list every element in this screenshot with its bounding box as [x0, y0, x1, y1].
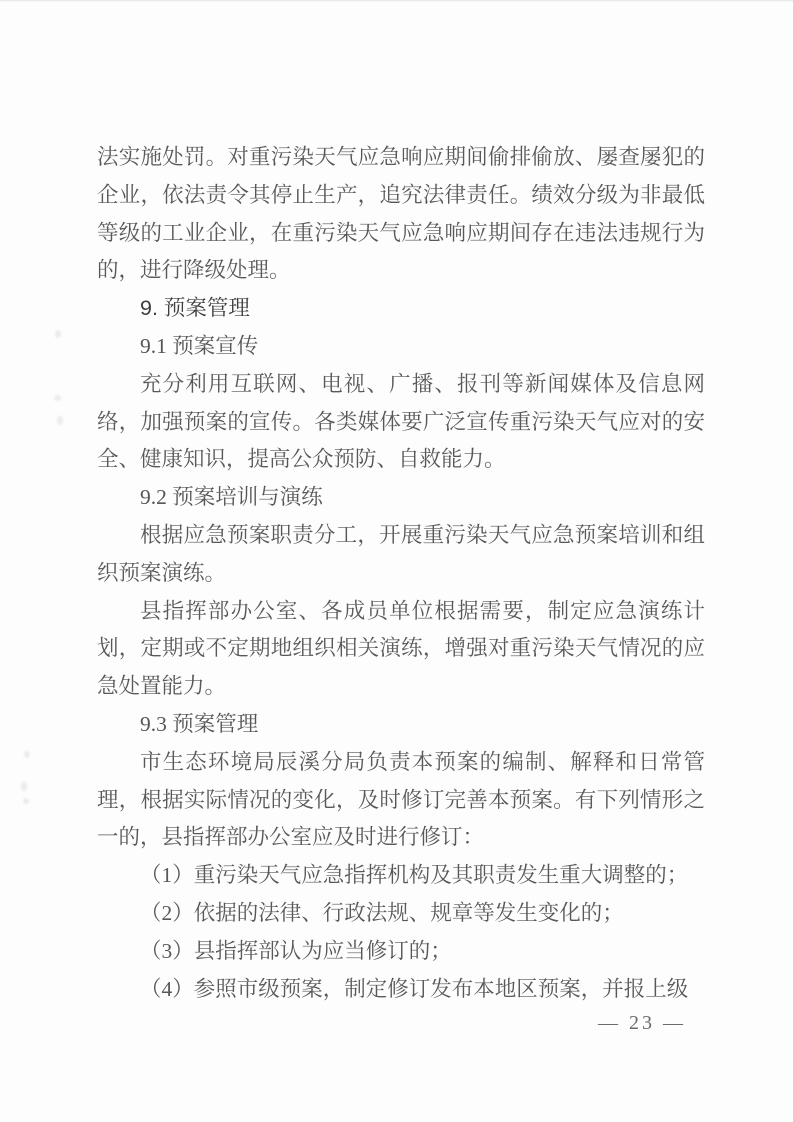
subsection-heading-9-3: 9.3 预案管理 [140, 711, 259, 736]
list-item-2: （2）依据的法律、行政法规、规章等发生变化的； [140, 900, 624, 925]
section-heading-9: 9. 预案管理 [140, 296, 250, 321]
paragraph-publicity: 充分利用互联网、电视、广播、报刊等新闻媒体及信息网络，加强预案的宣传。各类媒体要广泛宣传重污染天气应对的安全、健康知识，提高公众预防、自救能力。 [97, 371, 705, 472]
paragraph-continuation: 法实施处罚。对重污染天气应急响应期间偷排偷放、屡查屡犯的企业，依法责令其停止生产，追究法律责任。绩效分级为非最低等级的工业企业，在重污染天气应急响应期间存在违法违规行为的，进行降级处理。 [97, 145, 705, 283]
list-item-3: （3）县指挥部认为应当修订的； [140, 938, 452, 963]
scan-artifact [54, 395, 61, 401]
paragraph-plan-management: 市生态环境局辰溪分局负责本预案的编制、解释和日常管理，根据实际情况的变化，及时修订完善本预案。有下列情形之一的，县指挥部办公室应及时进行修订： [97, 749, 705, 850]
page-number: — 23 — [598, 1012, 686, 1034]
scan-artifact [55, 330, 61, 338]
scan-artifact [57, 416, 63, 425]
scan-artifact [23, 798, 29, 804]
paragraph-drill-plan: 县指挥部办公室、各成员单位根据需要，制定应急演练计划，定期或不定期地组织相关演练，增强对重污染天气情况的应急处置能力。 [97, 598, 705, 699]
list-item-1: （1）重污染天气应急指挥机构及其职责发生重大调整的； [140, 863, 689, 888]
paragraph-training: 根据应急预案职责分工，开展重污染天气应急预案培训和组织预案演练。 [97, 522, 705, 585]
list-item-4: （4）参照市级预案，制定修订发布本地区预案，并报上级 [140, 976, 689, 1001]
scan-top-edge [0, 0, 793, 2]
scan-artifact [21, 782, 27, 791]
subsection-heading-9-1: 9.1 预案宣传 [140, 333, 259, 358]
document-content [97, 139, 705, 1008]
scan-artifact [24, 751, 30, 758]
subsection-heading-9-2: 9.2 预案培训与演练 [140, 485, 323, 510]
